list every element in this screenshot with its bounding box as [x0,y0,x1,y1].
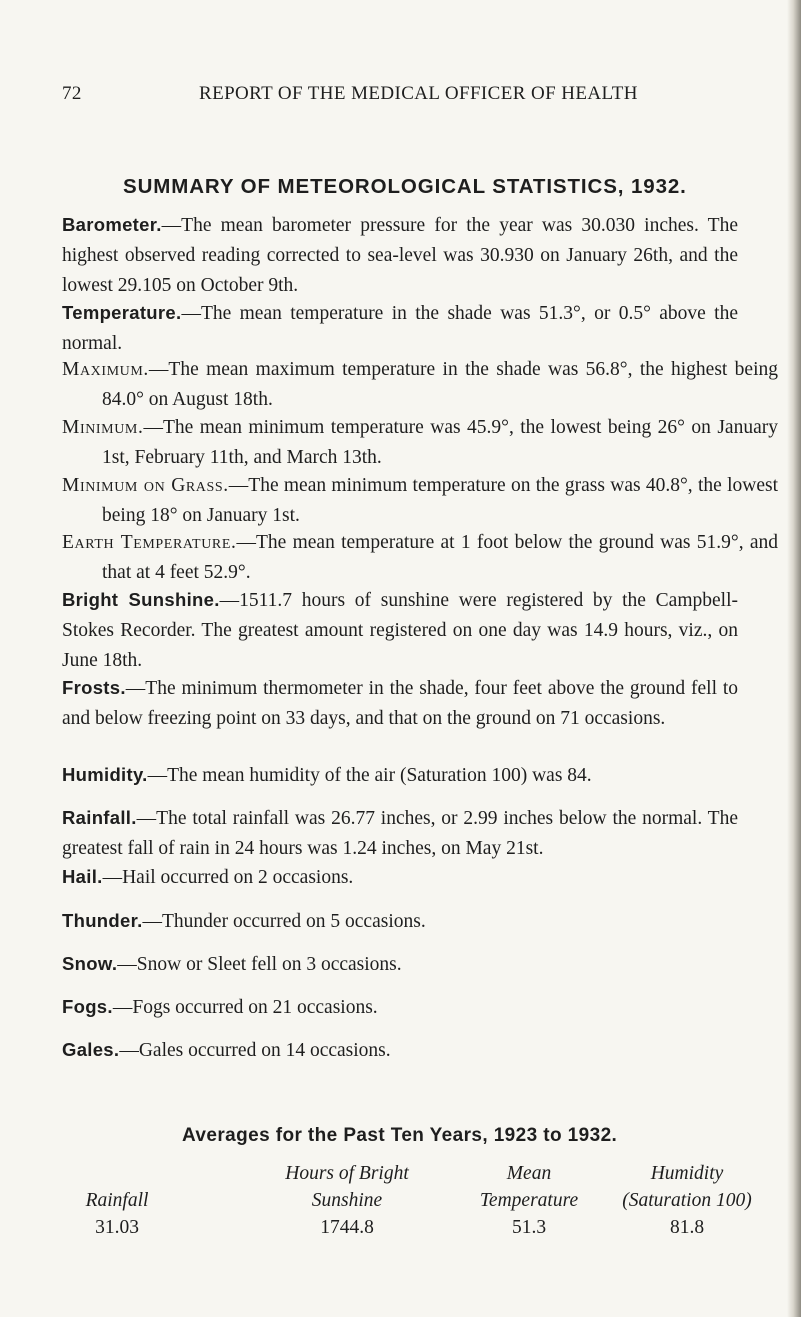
maximum-paragraph [62,355,778,415]
column-header-line2: (Saturation 100) [622,1190,752,1211]
barometer-text: —The mean barometer pressure for the year was 30.030 inches. The highest observed reading corrected to sea-level was 30.930 on January 26th, and the lowest 29.105 on October 9th. [62,215,738,296]
barometer-paragraph [62,210,738,301]
thunder-heading: Thunder. [62,910,143,931]
fogs-heading: Fogs. [62,996,113,1017]
thunder-paragraph [62,906,738,937]
minimum-paragraph [62,413,778,473]
temperature-heading: Temperature. [62,302,182,323]
humidity-heading: Humidity. [62,764,148,785]
snow-paragraph [62,949,738,980]
maximum-heading: Maximum. [62,359,149,380]
minimum-on-grass-text: —The mean minimum temperature on the grass was 40.8°, the lowest being 18° on January 1st. [102,475,778,526]
page-edge-shadow [787,0,801,1317]
earth-temperature-heading: Earth Temperature. [62,532,237,553]
page-number: 72 [62,83,82,104]
column-value: 81.8 [669,1217,705,1238]
bright-sunshine-heading: Bright Sunshine. [62,589,220,610]
frosts-heading: Frosts. [62,677,126,698]
column-value: 31.03 [95,1217,139,1238]
gales-paragraph [62,1035,738,1066]
maximum-text: —The mean maximum temperature in the shade was 56.8°, the highest being 84.0° on August 18th. [102,359,778,410]
column-header-line1: Mean [506,1163,552,1184]
minimum-on-grass-heading: Minimum on Grass. [62,475,229,496]
averages-column-humidity [602,1160,772,1241]
gales-text: —Gales occurred on 14 occasions. [119,1040,391,1061]
barometer-heading: Barometer. [62,214,162,235]
minimum-heading: Minimum. [62,417,144,438]
averages-title: Averages for the Past Ten Years, 1923 to 1932. [182,1125,618,1146]
fogs-text: —Fogs occurred on 21 occasions. [112,997,378,1018]
bright-sunshine-paragraph [62,585,738,676]
snow-heading: Snow. [62,953,118,974]
fogs-paragraph [62,992,738,1023]
averages-column-sunshine [247,1160,447,1241]
column-value: 51.3 [511,1217,547,1238]
humidity-paragraph [62,760,738,791]
minimum-text: —The mean minimum temperature was 45.9°, the lowest being 26° on January 1st, February 11th, and March 13th. [102,417,778,468]
averages-table [62,1160,752,1270]
rainfall-heading: Rainfall. [62,807,137,828]
column-value: 1744.8 [320,1217,374,1238]
temperature-text: —The mean temperature in the shade was 51.3°, or 0.5° above the normal. [62,303,738,354]
document-title: SUMMARY OF METEOROLOGICAL STATISTICS, 1932. [123,175,687,198]
running-header [62,83,638,113]
column-header-line1 [62,1160,172,1187]
gales-heading: Gales. [62,1039,120,1060]
running-title: REPORT OF THE MEDICAL OFFICER OF HEALTH [199,83,638,104]
earth-temperature-paragraph [62,528,778,588]
averages-column-temperature [454,1160,604,1241]
thunder-text: —Thunder occurred on 5 occasions. [142,911,426,932]
hail-text: —Hail occurred on 2 occasions. [102,867,354,888]
hail-heading: Hail. [62,866,103,887]
column-header-line2: Sunshine [311,1190,383,1211]
minimum-on-grass-paragraph [62,471,778,531]
temperature-paragraph [62,298,738,359]
earth-temperature-text: —The mean temperature at 1 foot below the ground was 51.9°, and that at 4 feet 52.9°. [102,532,779,583]
rainfall-text: —The total rainfall was 26.77 inches, or 2.99 inches below the normal. The greatest fall of rain in 24 hours was 1.24 inches, on May 21st. [62,808,738,859]
snow-text: —Snow or Sleet fell on 3 occasions. [117,954,402,975]
column-header-line2: Temperature [479,1190,579,1211]
frosts-text: —The minimum thermometer in the shade, four feet above the ground fell to and below freezing point on 33 days, and that on the ground on 71 occasions. [62,678,738,729]
column-header-line1: Hours of Bright [285,1163,409,1184]
column-header-line2: Rainfall [85,1190,149,1211]
rainfall-paragraph [62,803,738,864]
bright-sunshine-text: —1511.7 hours of sunshine were registered by the Campbell-Stokes Recorder. The greatest amount registered on one day was 14.9 hours, viz., on June 18th. [62,590,738,671]
averages-column-rainfall [62,1160,172,1241]
column-header-line1: Humidity [650,1163,724,1184]
frosts-paragraph [62,673,738,734]
humidity-text: —The mean humidity of the air (Saturation 100) was 84. [147,765,592,786]
hail-paragraph [62,862,738,893]
